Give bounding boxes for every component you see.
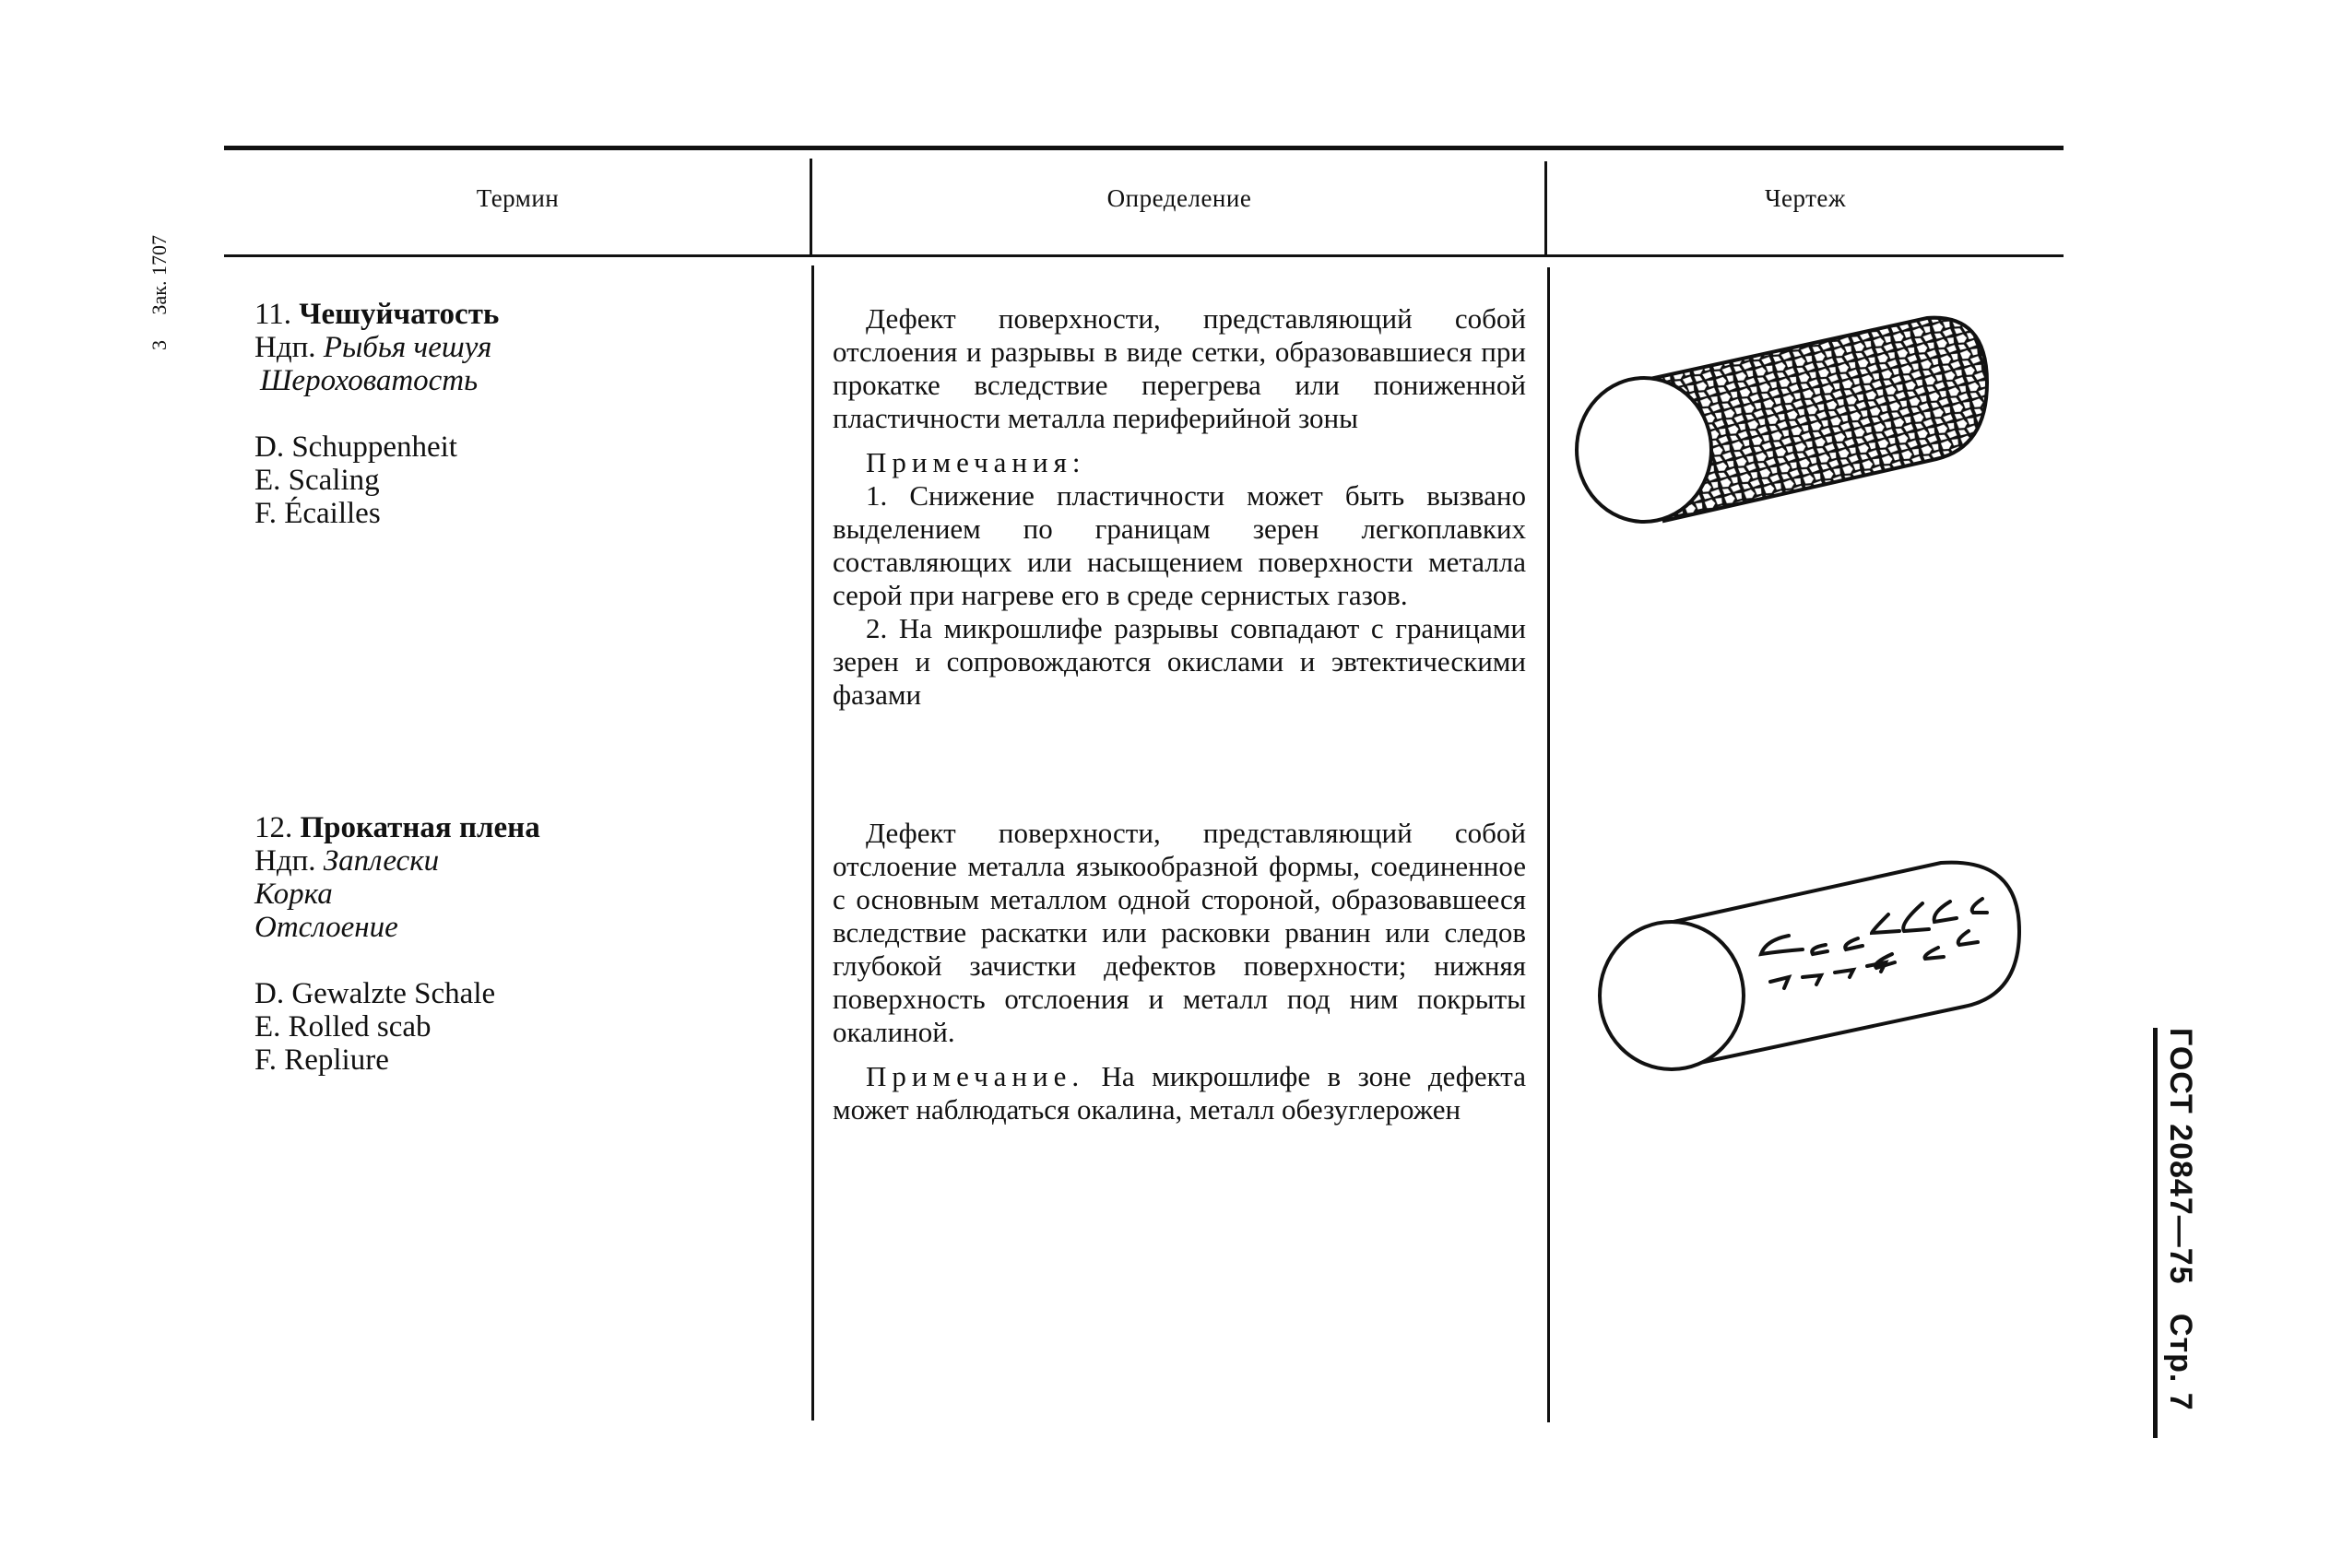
cylinder-scale-network-drawing [1567, 295, 2084, 553]
header-definition: Определение [1106, 184, 1252, 212]
left-margin-print-info [148, 138, 171, 350]
note-item: 1. Снижение пластичности может быть вызвано выделением по границам зерен легкоплавких составляющих или насыщением поверхности металла серой при нагреве его в среде сернистых газов. [833, 479, 1526, 611]
right-margin-standard-label [2162, 1028, 2198, 1411]
translation-en: E. Scaling [254, 464, 380, 497]
table-row-term-12 [254, 811, 540, 1077]
translation-en: E. Rolled scab [254, 1010, 432, 1043]
term-title: Чешуйчатость [299, 298, 500, 331]
standard-number: ГОСТ 20847—75 [2163, 1028, 2198, 1285]
cylinder-rolled-scab-drawing [1595, 848, 2075, 1097]
term-number: 11. [254, 298, 292, 331]
page-label: Стр. 7 [2163, 1313, 2198, 1411]
table-top-rule [224, 146, 2064, 150]
note-item: 2. На микрошлифе разрывы совпадают с границами зерен и сопровождаются окислами и эвтектическими фазами [833, 612, 1526, 711]
term-title: Прокатная плена [300, 811, 540, 844]
translation-de: D. Gewalzte Schale [254, 977, 496, 1010]
term-number: 12. [254, 811, 293, 844]
definition-text: Дефект поверхности, представляющий собой отслоения и разрывы в виде сетки, образовавшиеся при прокатке вследствие перегрева или пониженной пластичности металла периферийной зоны [833, 302, 1526, 434]
notes-title: Примечание. [866, 1060, 1085, 1092]
table-row-definition-11 [833, 302, 1526, 712]
definition-text: Дефект поверхности, представляющий собой отслоение металла языкообразной формы, соединенное с основным металлом одной стороной, образовавшееся вследствие раскатки или расковки рванин или следов глубокой зачистки дефектов поверхности; нижняя поверхность отслоения и металл под ним покрыты окалиной. [833, 817, 1526, 1048]
right-margin-rule [2153, 1028, 2158, 1438]
not-allowed-prefix: Ндп. [254, 844, 316, 878]
table-row-term-11 [254, 298, 499, 530]
left-margin-page-no: 3 [148, 340, 171, 350]
column-divider-2 [1547, 267, 1550, 1422]
translation-de: D. Schuppenheit [254, 430, 457, 464]
not-allowed-term: Рыбья чешуя [323, 331, 492, 364]
left-margin-order: Зак. 1707 [148, 235, 171, 315]
table-header-rule [224, 254, 2064, 257]
note-item: На микрошлифе в зоне дефекта может наблюдаться окалина, металл обезуглерожен [833, 1060, 1526, 1126]
not-allowed-prefix: Ндп. [254, 331, 316, 364]
column-divider-1 [811, 265, 814, 1421]
not-allowed-term: Отслоение [254, 911, 398, 944]
translation-fr: F. Repliure [254, 1043, 389, 1077]
not-allowed-term: Корка [254, 878, 333, 911]
not-allowed-term: Заплески [323, 844, 440, 878]
notes-title: Примечания: [866, 446, 1086, 478]
header-term: Термин [476, 184, 560, 212]
table-row-definition-12 [833, 817, 1526, 1126]
not-allowed-term: Шероховатость [260, 364, 479, 397]
translation-fr: F. Écailles [254, 497, 381, 530]
header-drawing: Чертеж [1764, 184, 1847, 212]
